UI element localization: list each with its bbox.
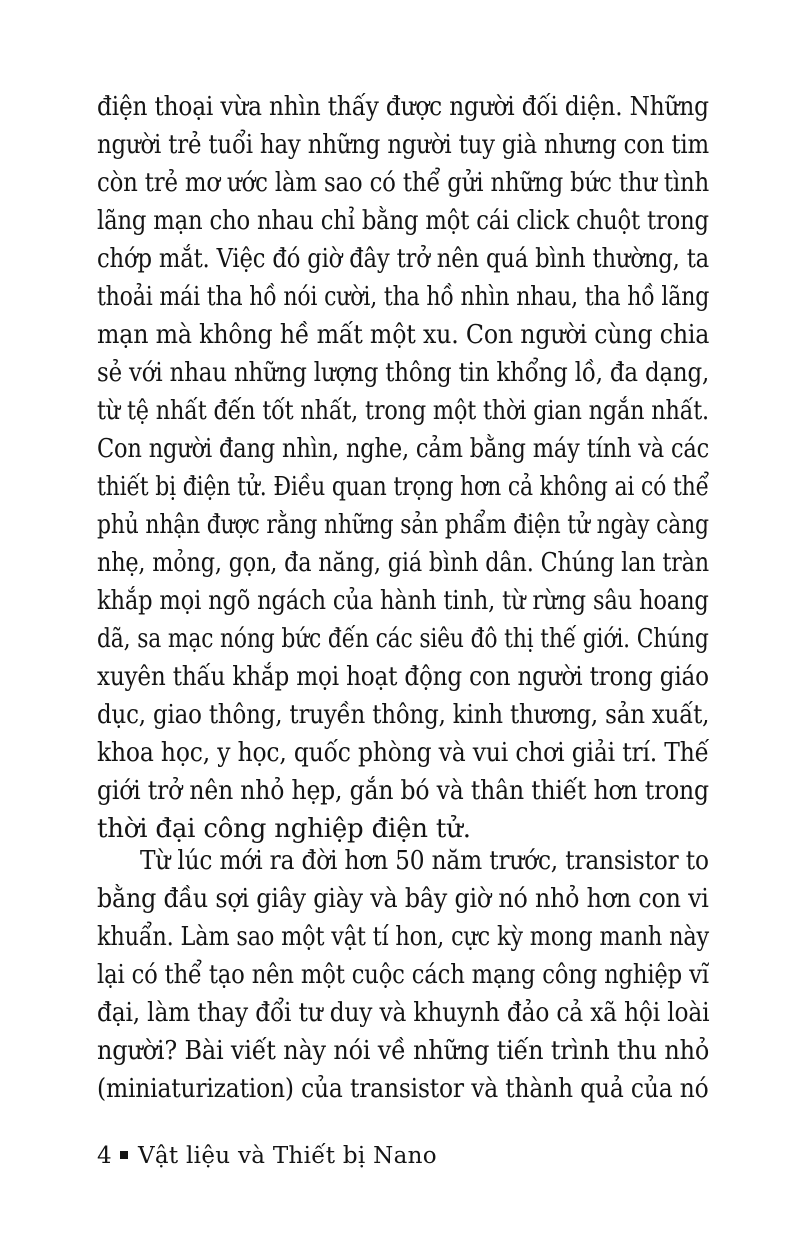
text-line: dục, giao thông, truyền thông, kinh thương, sản xuất,: [97, 700, 710, 730]
text-line: khoa học, y học, quốc phòng và vui chơi giải trí. Thế: [97, 738, 709, 768]
text-line: thoải mái tha hồ nói cười, tha hồ nhìn nhau, tha hồ lãng: [97, 282, 710, 312]
text-line: thời đại công nghiệp điện tử.: [97, 814, 471, 844]
book-title: Vật liệu và Thiết bị Nano: [137, 1143, 437, 1169]
text-line: khắp mọi ngõ ngách của hành tinh, từ rừng sâu hoang: [97, 586, 709, 616]
text-line: Từ lúc mới ra đời hơn 50 năm trước, transistor to: [140, 846, 709, 876]
text-line: xuyên thấu khắp mọi hoạt động con người trong giáo: [97, 662, 709, 692]
text-line: Con người đang nhìn, nghe, cảm bằng máy tính và các: [97, 434, 710, 464]
text-line: đại, làm thay đổi tư duy và khuynh đảo cả xã hội loài: [97, 998, 710, 1028]
text-line: dã, sa mạc nóng bức đến các siêu đô thị thế giới. Chúng: [97, 624, 709, 654]
text-line: giới trở nên nhỏ hẹp, gắn bó và thân thiết hơn trong: [97, 776, 709, 806]
text-line: (miniaturization) của transistor và thành quả của nó: [97, 1074, 709, 1104]
text-line: người? Bài viết này nói về những tiến trình thu nhỏ: [97, 1036, 710, 1066]
page-number: 4: [97, 1143, 112, 1169]
page-footer: [97, 1138, 437, 1174]
text-line: lại có thể tạo nên một cuộc cách mạng công nghiệp vĩ: [97, 960, 709, 990]
text-line: chớp mắt. Việc đó giờ đây trở nên quá bình thường, ta: [97, 244, 710, 274]
text-line: sẻ với nhau những lượng thông tin khổng lồ, đa dạng,: [97, 358, 710, 388]
text-line: khuẩn. Làm sao một vật tí hon, cực kỳ mong manh này: [97, 922, 710, 952]
text-line: người trẻ tuổi hay những người tuy già nhưng con tim: [97, 130, 710, 160]
bullet-icon: [120, 1151, 128, 1159]
text-line: nhẹ, mỏng, gọn, đa năng, giá bình dân. Chúng lan tràn: [97, 548, 709, 578]
text-line: thiết bị điện tử. Điều quan trọng hơn cả không ai có thể: [97, 472, 709, 502]
text-line: từ tệ nhất đến tốt nhất, trong một thời gian ngắn nhất.: [97, 396, 709, 426]
text-line: phủ nhận được rằng những sản phẩm điện tử ngày càng: [97, 510, 709, 540]
text-line: mạn mà không hề mất một xu. Con người cùng chia: [97, 320, 710, 350]
text-line: điện thoại vừa nhìn thấy được người đối diện. Những: [97, 92, 709, 122]
text-line: bằng đầu sợi giây giày và bây giờ nó nhỏ hơn con vi: [97, 884, 709, 914]
text-line: còn trẻ mơ ước làm sao có thể gửi những bức thư tình: [97, 168, 710, 198]
text-line: lãng mạn cho nhau chỉ bằng một cái click chuột trong: [97, 206, 709, 236]
